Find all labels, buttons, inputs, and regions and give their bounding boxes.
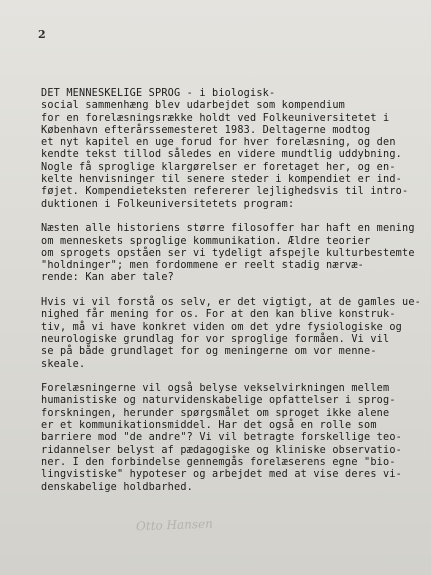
- paragraph-intro: [41, 88, 413, 211]
- text-line: neurologiske grundlag for vor sproglige formåen. Vi vil: [41, 333, 390, 345]
- body-text: [41, 88, 422, 506]
- text-line: barriere mod "de andre"? Vi vil betragte forskellige teo-: [41, 432, 403, 444]
- text-line: Nogle få sproglige klargørelser er foretaget her, og en-: [41, 161, 396, 173]
- text-line: København efterårssemesteret 1983. Deltagerne modtog: [41, 124, 371, 136]
- text-line: skeale.: [41, 358, 86, 370]
- text-line: humanistiske og naturvidenskabelige opfattelser i sprog-: [41, 395, 396, 407]
- page-number: 2: [38, 28, 46, 41]
- text-line: Forelæsningerne vil også belyse vekselvirkningen mellem: [41, 383, 390, 395]
- text-line: nighed får mening for os. For at den kan blive konstruk-: [41, 309, 396, 321]
- text-line: ridannelser belyst af pædagogiske og kliniske observatio-: [41, 444, 403, 456]
- text-line: kelte henvisninger til senere steder i kompendiet er ind-: [41, 174, 403, 186]
- text-line: om menneskets sproglige kommunikation. Ældre teorier: [41, 235, 371, 247]
- text-line: ner. I den forbindelse gennemgås forelæserens egne "bio-: [41, 456, 396, 468]
- paragraph-philosophers: [41, 223, 413, 284]
- text-line: er et kommunikationsmiddel. Har det også en rolle som: [41, 420, 377, 432]
- faint-signature: Otto Hansen: [135, 516, 214, 534]
- text-line: for en forelæsningsrække holdt ved Folkeuniversitetet i: [41, 112, 390, 124]
- paragraph-lectures: [41, 383, 413, 494]
- text-line: et nyt kapitel en uge forud for hver forelæsning, og den: [41, 137, 396, 149]
- text-line: DET MENNESKELIGE SPROG - i biologisk-: [41, 88, 276, 99]
- text-line: Næsten alle historiens større filosoffer har haft en mening: [41, 223, 415, 235]
- paragraph-understanding: [41, 297, 422, 371]
- text-line: "holdninger"; men fordommene er reelt stadig nærvæ-: [41, 260, 365, 272]
- text-line: duktionen i Folkeuniversitetets program:: [41, 198, 295, 210]
- text-line: forskningen, herunder spørgsmålet om sproget ikke alene: [41, 407, 390, 419]
- text-line: Hvis vi vil forstå os selv, er det vigtigt, at de gamles ue-: [41, 297, 422, 309]
- text-line: om sprogets opståen ser vi tydeligt afspejle kulturbestemte: [41, 247, 415, 259]
- text-line: rende: Kan aber tale?: [41, 272, 175, 284]
- text-line: se på både grundlaget for og meningerne om vor menne-: [41, 346, 377, 358]
- text-line: kendte tekst tillod således en videre mundtlig uddybning.: [41, 149, 403, 161]
- text-line: føjet. Kompendieteksten refererer lejlighedsvis til intro-: [41, 186, 409, 198]
- text-line: lingvistiske" hypoteser og arbejdet med at vise deres vi-: [41, 469, 403, 481]
- text-line: denskabelige holdbarhed.: [41, 481, 194, 493]
- text-line: tiv, må vi have konkret viden om det ydre fysiologiske og: [41, 321, 403, 333]
- text-line: social sammenhæng blev udarbejdet som kompendium: [41, 100, 346, 112]
